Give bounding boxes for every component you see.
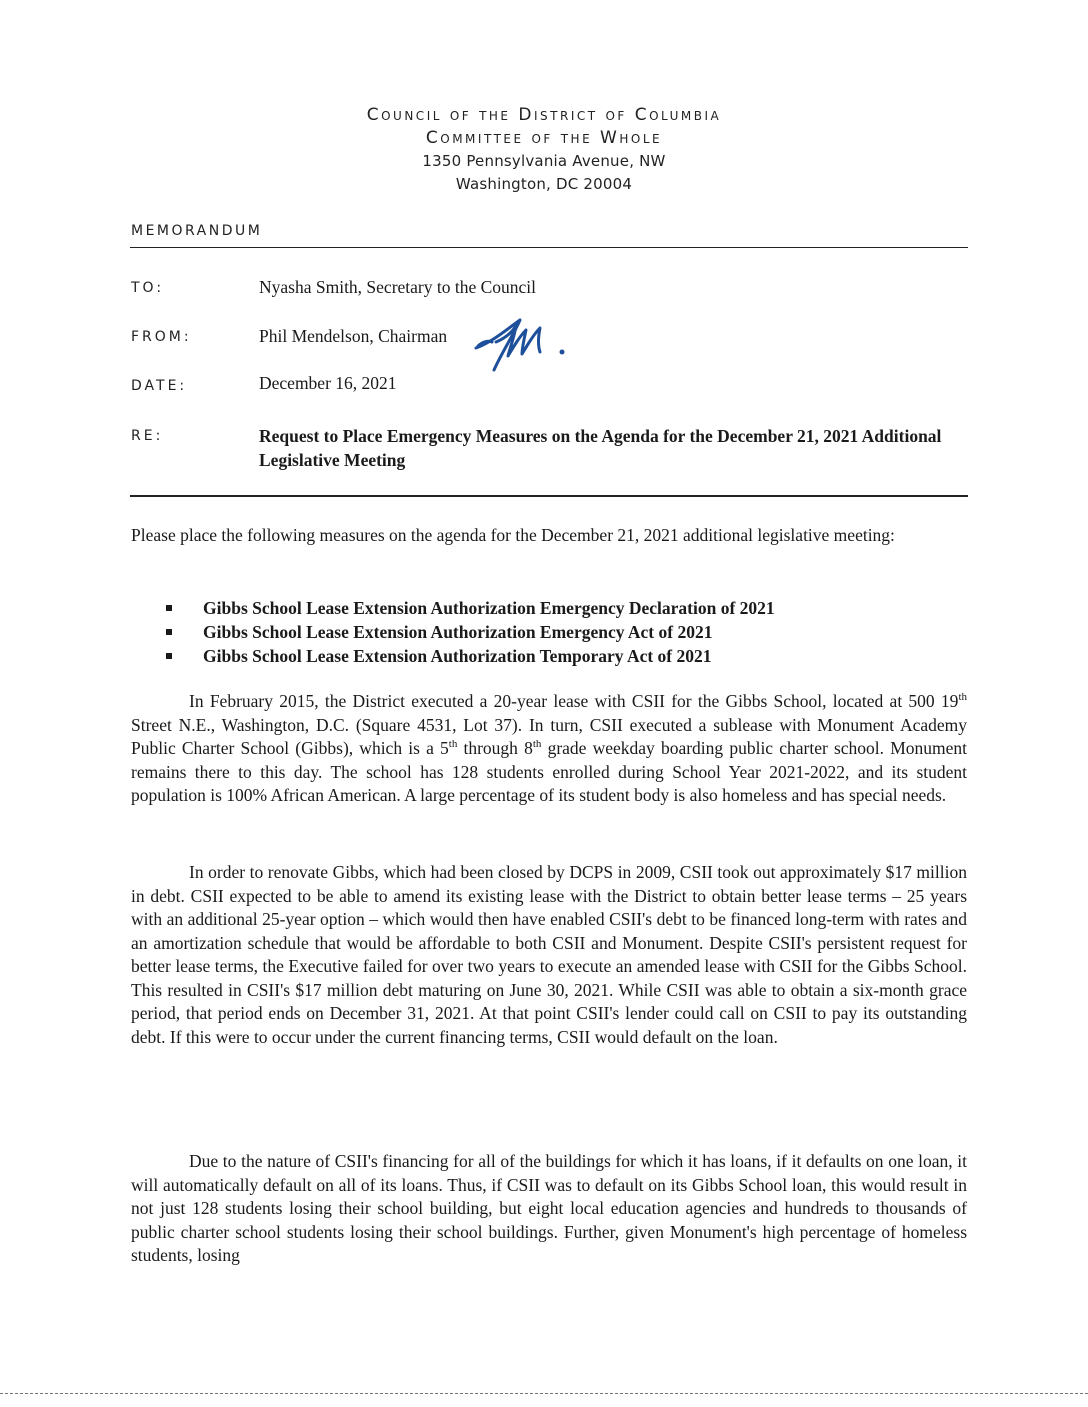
list-item: Gibbs School Lease Extension Authorization Temporary Act of 2021: [163, 644, 775, 668]
intro-paragraph: Please place the following measures on the agenda for the December 21, 2021 additional legislative meeting:: [131, 525, 895, 545]
address-street: 1350 Pennsylvania Avenue, NW: [422, 152, 666, 170]
list-item: Gibbs School Lease Extension Authorization Emergency Declaration of 2021: [163, 596, 775, 620]
re-subject: Request to Place Emergency Measures on the Agenda for the December 21, 2021 Additional Legislative Meeting: [259, 426, 942, 470]
date-value: December 16, 2021: [259, 373, 397, 393]
letterhead: [0, 104, 1088, 196]
from-value: Phil Mendelson, Chairman: [259, 326, 448, 346]
address-city: Washington, DC 20004: [455, 175, 633, 193]
signature-icon: [462, 312, 582, 382]
paragraph-default-impact: Due to the nature of CSII's financing for all of the buildings for which it has loans, if it defaults on one loan, it will automatically default on all of its loans. Thus, if CSII was to default on its Gibbs School loan, this would result in not just 128 students losing their school building, but eight local education agencies and hundreds to thousands of public charter school students losing their school buildings. Further, given Monument's high percentage of homeless students, losing: [131, 1151, 967, 1265]
bullet-icon: [166, 605, 172, 611]
paragraph-lease-history: In February 2015, the District executed a 20-year lease with CSII for the Gibbs School, located at 500 19th Street N.E., Washington, D.C. (Square 4531, Lot 37). In turn, CSII executed a sublease with Monument Academy Public Charter School (Gibbs), which is a 5th through 8th grade weekday boarding public charter school. Monument remains there to this day. The school has 128 students enrolled during School Year 2021-2022, and its student population is 100% African American. A large percentage of its student body is also homeless and has special needs.: [131, 691, 968, 805]
re-label: RE:: [131, 428, 164, 444]
page-footer-line: [0, 1393, 1088, 1395]
to-label: TO:: [131, 280, 165, 296]
list-item: Gibbs School Lease Extension Authorization Emergency Act of 2021: [163, 620, 775, 644]
from-label: FROM:: [131, 329, 192, 345]
bullet-icon: [166, 629, 172, 635]
committee-name: Committee of the Whole: [425, 128, 663, 148]
memorandum-label: MEMORANDUM: [131, 223, 263, 239]
date-label: DATE:: [131, 378, 188, 394]
to-value: Nyasha Smith, Secretary to the Council: [259, 277, 537, 297]
paragraph-debt: In order to renovate Gibbs, which had been closed by DCPS in 2009, CSII took out approximately $17 million in debt. CSII expected to be able to amend its existing lease with the District to obtain better lease terms – 25 years with an additional 25-year option – which would then have enabled CSII's debt to be financed long-term with rates and an amortization schedule that would be affordable to both CSII and Monument. Despite CSII's persistent request for better lease terms, the Executive failed for over two years to execute an amended lease with CSII for the Gibbs School. This resulted in CSII's $17 million debt maturing on June 30, 2021. While CSII was able to obtain a six-month grace period, that period ends on December 31, 2021. At that point CSII's lender could call on CSII to pay its outstanding debt. If this were to occur under the current financing terms, CSII would default on the loan.: [131, 862, 967, 1047]
header-rule-top: [130, 247, 968, 248]
header-rule-bottom: [130, 495, 968, 497]
measures-list: [163, 596, 775, 668]
council-name: Council of the District of Columbia: [366, 105, 722, 125]
bullet-icon: [166, 653, 172, 659]
